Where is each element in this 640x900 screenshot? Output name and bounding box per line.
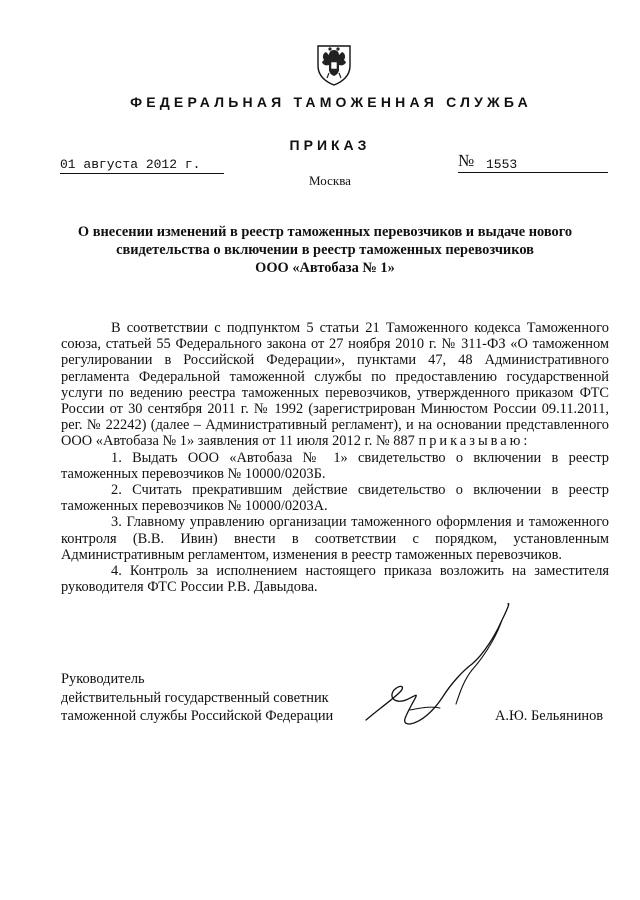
order-date: 01 августа 2012 г.	[60, 157, 224, 174]
russian-coat-of-arms-icon	[314, 38, 354, 86]
order-item: 3. Главному управлению организации таможенного оформления и таможенного контроля (В.В. Ивин) внести в соответствии с порядком, установленным Административным регламентом, изменения в реестр таможенных перевозчиков.	[61, 514, 609, 563]
order-item: 1. Выдать ООО «Автобаза № 1» свидетельство о включении в реестр таможенных перевозчиков № 10000/0203Б.	[61, 449, 609, 482]
signer-position-line: Руководитель	[61, 671, 145, 687]
signer-position	[61, 670, 333, 726]
subject-line: свидетельства о включении в реестр таможенных перевозчиков	[116, 242, 534, 258]
order-subject	[70, 223, 580, 277]
number-sign: №	[458, 151, 475, 170]
order-number-field	[458, 152, 608, 173]
order-body	[61, 320, 609, 595]
signer-position-line: таможенной службы Российской Федерации	[61, 708, 334, 725]
order-item: 2. Считать прекратившим действие свидетельство о включении в реестр таможенных перевозчиков № 10000/0203А.	[61, 482, 609, 515]
subject-line: О внесении изменений в реестр таможенных перевозчиков и выдаче нового	[77, 224, 573, 240]
document-type-title: ПРИКАЗ	[289, 137, 371, 153]
subject-line: ООО «Автобаза № 1»	[255, 260, 395, 276]
agency-name: ФЕДЕРАЛЬНАЯ ТАМОЖЕННАЯ СЛУЖБА	[130, 94, 532, 110]
preamble-text: В соответствии с подпунктом 5 статьи 21 Таможенного кодекса Таможенного союза, статьей 55 Федерального закона от 27 ноября 2010 г. № 311-ФЗ «О таможенном регулировании в Российской Федерации», пунктами 47, 48 Административного регламента Федеральной таможенной службы по предоставлению государственной услуги по ведению реестра таможенных перевозчиков, утвержденного приказом ФТС России от 30 сентября 2011 г. № 1992 (зарегистрирован Минюстом России 09.11.2011, рег. № 22242) (далее – Административный регламент), и на основании представленного ООО «Автобаза № 1» заявления от 11 июля 2012 г. № 887	[61, 320, 609, 450]
signer-position-line: действительный государственный советник	[61, 689, 329, 706]
preamble-paragraph	[61, 320, 609, 450]
city-label: Москва	[309, 173, 351, 188]
signer-name: А.Ю. Бельянинов	[495, 708, 604, 724]
order-item: 4. Контроль за исполнением настоящего приказа возложить на заместителя руководителя ФТС России Р.В. Давыдова.	[61, 563, 609, 596]
order-number-value: 1553	[486, 157, 518, 172]
order-word: приказываю:	[418, 433, 531, 450]
